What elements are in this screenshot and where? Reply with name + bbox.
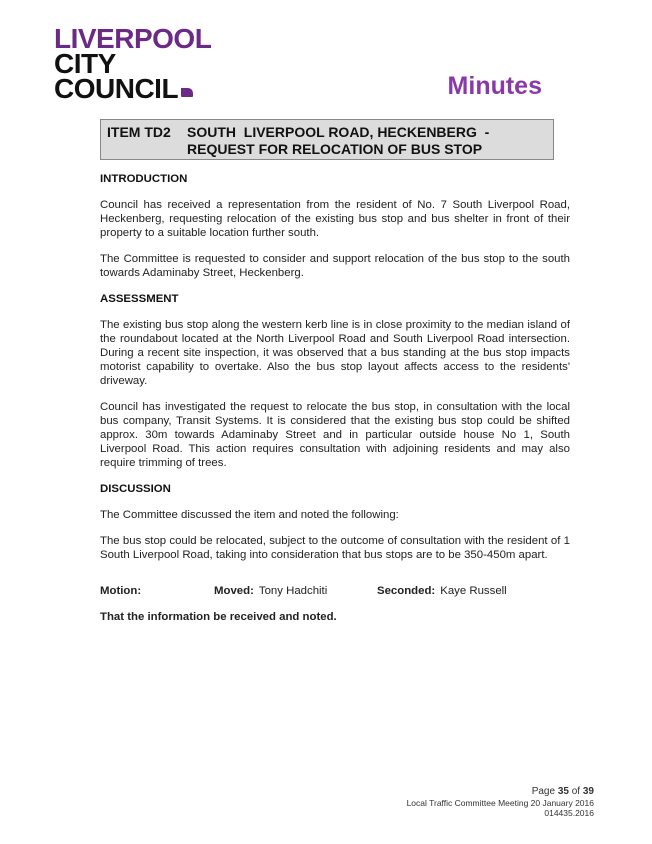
assessment-paragraph-2: Council has investigated the request to relocate the bus stop, in consultation with the local bus company, Transit Systems. It is considered that the existing bus stop could be shifted approx. 30m towards Adaminaby Street and in particular outside house No 1, South Liverpool Road. This action requires consultation with adjoining residents and may also require trimming of trees. [100, 401, 570, 469]
page-footer [407, 786, 594, 818]
moved-label: Moved: [214, 585, 254, 597]
moved-field [214, 584, 377, 598]
resolution-text: That the information be received and noted. [100, 611, 337, 623]
item-title-line-2: REQUEST FOR RELOCATION OF BUS STOP [187, 141, 483, 157]
page-current: 35 [557, 786, 569, 797]
seconded-by: Kaye Russell [440, 585, 507, 597]
logo-line-3-text: COUNCIL [54, 73, 179, 104]
assessment-paragraph-1: The existing bus stop along the western kerb line is in close proximity to the median island of the roundabout located at the North Liverpool Road and South Liverpool Road intersection. During a recent site inspection, it was observed that a bus standing at the bus stop impacts motorist capability to overtake. Also the bus stop layout affects access to the residents' driveway. [100, 319, 570, 387]
page-word: Page [531, 786, 556, 797]
meeting-name: Local Traffic Committee Meeting 20 January 2016 [406, 798, 594, 808]
seconded-label: Seconded: [377, 585, 436, 597]
moved-by: Tony Hadchiti [258, 585, 328, 597]
document-number: 014435.2016 [544, 808, 594, 818]
assessment-heading: ASSESSMENT [100, 293, 179, 305]
logo-line-1: LIVERPOOL [54, 23, 212, 54]
introduction-heading: INTRODUCTION [100, 173, 188, 185]
logo-line-3 [54, 73, 211, 104]
document-type-heading: Minutes [447, 72, 542, 100]
seconded-field [377, 584, 507, 598]
discussion-paragraph-2: The bus stop could be relocated, subject to the outcome of consultation with the resident of 1 South Liverpool Road, taking into consideration that bus stops are to be 350-450m apart. [100, 535, 570, 561]
introduction-paragraph-1: Council has received a representation from the resident of No. 7 South Liverpool Road, Heckenberg, requesting relocation of the existing bus stop and bus shelter in front of their property to a suitable location further south. [100, 199, 570, 239]
item-title-box [100, 119, 554, 160]
minutes-body [100, 172, 570, 624]
item-code: ITEM TD2 [107, 124, 171, 140]
page-of: of [571, 786, 581, 797]
motion-label: Motion: [100, 585, 142, 597]
motion-row [100, 584, 570, 598]
introduction-paragraph-2: The Committee is requested to consider and support relocation of the bus stop to the south towards Adaminaby Street, Heckenberg. [100, 253, 570, 279]
logo-line-2: CITY [54, 48, 116, 79]
logo-mark-icon [181, 88, 193, 97]
page-total: 39 [582, 786, 594, 797]
council-logo [54, 23, 212, 104]
item-title-line-1: SOUTH LIVERPOOL ROAD, HECKENBERG - [187, 124, 490, 140]
discussion-paragraph-1: The Committee discussed the item and noted the following: [100, 509, 399, 521]
page-number [407, 786, 594, 798]
discussion-heading: DISCUSSION [100, 483, 171, 495]
